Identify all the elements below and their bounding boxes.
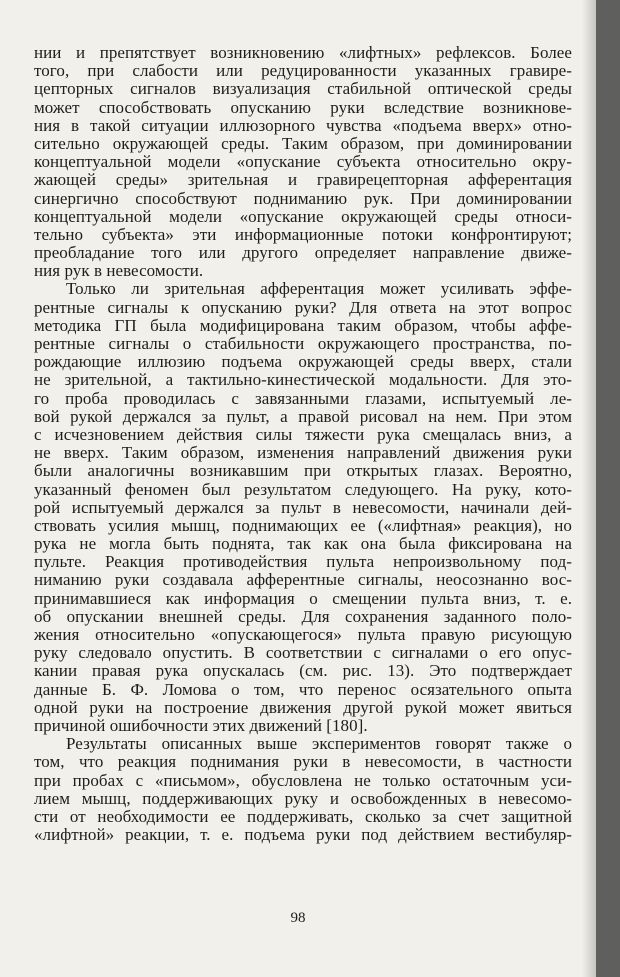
text-line: рождающие иллюзию подъема окружающей среды вверх, стали [34, 352, 572, 372]
text-line: го проба проводилась с завязанными глазами, испытуемый ле- [34, 388, 572, 408]
text-line: об опускании внешней среды. Для сохранения заданного поло- [34, 606, 572, 626]
text-line: не вверх. Таким образом, изменения направлений движения руки [34, 443, 572, 463]
text-line: ния рук в невесомости. [34, 261, 204, 281]
text-line: Результаты описанных выше экспериментов говорят также о [66, 734, 572, 754]
text-line: данные Б. Ф. Ломова о том, что перенос осязательного опыта [34, 679, 572, 699]
text-line: указанный феномен был результатом следующего. На руку, кото- [34, 479, 572, 499]
text-line: сти от необходимости ее поддерживать, сколько за счет защитной [34, 806, 572, 826]
text-line: «лифтной» реакции, т. е. подъема руки под действием вестибуляр- [34, 825, 572, 845]
text-line: одной руки на построение движения другой рукой может явиться [34, 697, 572, 717]
page-edge-shadow [582, 0, 596, 977]
text-line: концептуальной модели «опускание субъекта относительно окру- [34, 152, 572, 172]
text-line: пульте. Реакция противодействия пульта непроизвольному под- [34, 552, 572, 572]
text-line: тельно субъекта» эти информационные потоки конфронтируют; [34, 224, 572, 244]
text-body [34, 44, 572, 844]
text-line: кании правая рука опускалась (см. рис. 13). Это подтверждает [34, 661, 572, 681]
text-line: цепторных сигналов визуализация стабильной оптической среды [34, 79, 572, 99]
text-line: принимавшиеся как информация о смещении пульта вниз, т. е. [34, 588, 572, 608]
text-line: жающей среды» зрительная и гравирецепторная афферентация [34, 170, 572, 190]
text-line: рука не могла быть поднята, так как она была фиксирована на [34, 534, 572, 554]
text-line: преобладание того или другого определяет направление движе- [34, 243, 572, 263]
text-line: методика ГП была модифицирована таким образом, чтобы аффе- [34, 315, 572, 335]
text-line: синергично способствуют подниманию рук. При доминировании [34, 188, 572, 208]
text-line: ствовать усилия мышц, поднимающих ее («лифтная» реакция), но [34, 515, 572, 535]
text-line: нии и препятствует возникновению «лифтных» рефлексов. Более [34, 43, 572, 62]
text-line: том, что реакция поднимания руки в невесомости, в частности [34, 752, 572, 772]
text-line: ния в такой ситуации иллюзорного чувства «подъема вверх» отно- [34, 115, 572, 135]
text-line: может способствовать опусканию руки вследствие возникнове- [34, 97, 572, 117]
text-line: жения относительно «опускающегося» пульта правую рисующую [34, 625, 572, 644]
page-number: 98 [290, 910, 306, 926]
text-line: вой рукой держался за пульт, а правой рисовал на нем. При этом [34, 406, 572, 426]
text-line: руку следовало опустить. В соответствии с сигналами о его опус- [34, 643, 572, 663]
text-line: причиной ошибочности этих движений [180]. [34, 715, 368, 735]
text-line: рентные сигналы к опусканию руки? Для ответа на этот вопрос [34, 297, 572, 317]
text-line: лием мышц, поддерживающих руку и освобожденных в невесомо- [34, 788, 572, 808]
text-line: того, при слабости или редуцированности указанных гравире- [34, 61, 572, 81]
text-line: сительно окружающей среды. Таким образом, при доминировании [34, 133, 572, 153]
text-line: ниманию руки создавала афферентные сигналы, неосознанно вос- [34, 570, 572, 590]
text-line: Только ли зрительная афферентация может усиливать эффе- [66, 279, 572, 299]
text-line: рой испытуемый держался за пульт в невесомости, начинали дей- [34, 497, 572, 517]
text-line: рентные сигналы о стабильности окружающего пространства, по- [34, 334, 572, 353]
text-line: концептуальной модели «опускание окружающей среды относи- [34, 206, 572, 226]
text-line: не зрительной, а тактильно-кинестической модальности. Для это- [34, 370, 572, 390]
text-line: при пробах с «письмом», обусловлена не только остаточным уси- [34, 770, 572, 790]
text-line: были аналогичны возникавшим при открытых глазах. Вероятно, [34, 461, 572, 481]
text-line: с исчезновением действия силы тяжести рука смещалась вниз, а [34, 424, 572, 444]
